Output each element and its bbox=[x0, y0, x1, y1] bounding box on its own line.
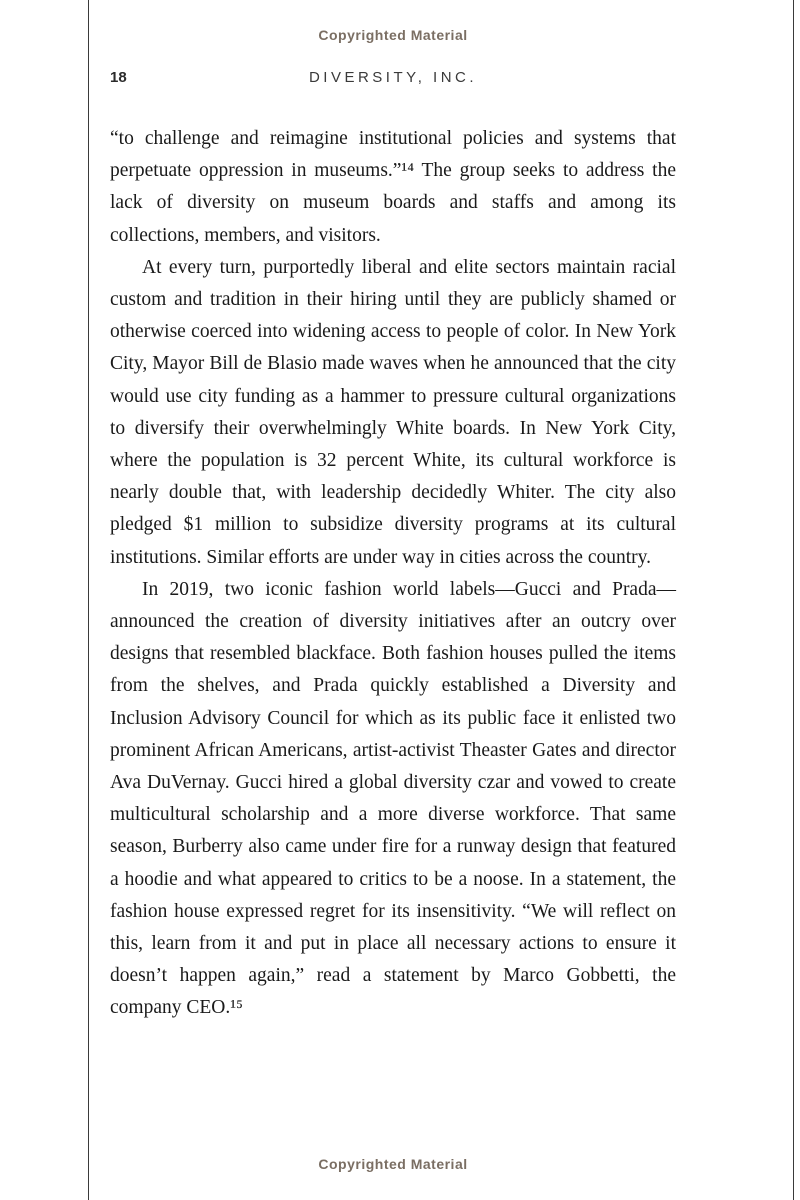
running-header-title: DIVERSITY, INC. bbox=[308, 69, 478, 86]
paragraph: In 2019, two iconic fashion world labels—Gucci and Prada—announced the creation of diversity initiatives after an outcry over designs that resembled blackface. Both fashion houses pulled the items from the shelves, and Prada quickly established a Diversity and Inclusion Advisory Council for which as its public face it enlisted two prominent African Americans, artist-activist Theaster Gates and director Ava DuVernay. Gucci hired a global diversity czar and vowed to create multicultural scholarship and a more diverse workforce. That same season, Burberry also came under fire for a runway design that featured a hoodie and what appeared to critics to be a noose. In a statement, the fashion house expressed regret for its insensitivity. “We will reflect on this, learn from it and put in place all necessary actions to ensure it doesn’t happen again,” read a statement by Marco Gobbetti, the company CEO.¹⁵ bbox=[110, 578, 676, 1019]
page-edge-right bbox=[793, 0, 794, 1200]
copyright-notice-top: Copyrighted Material bbox=[318, 27, 468, 43]
body-text bbox=[110, 123, 676, 1025]
page-number: 18 bbox=[110, 69, 127, 86]
copyright-notice-bottom: Copyrighted Material bbox=[318, 1156, 468, 1172]
running-head-row bbox=[110, 69, 676, 86]
page-edge-left bbox=[88, 0, 89, 1200]
paragraph: “to challenge and reimagine institutional policies and systems that perpetuate oppression in museums.”¹⁴ The group seeks to address the lack of diversity on museum boards and staffs and among its collections, members, and visitors. bbox=[110, 128, 676, 246]
paragraph: At every turn, purportedly liberal and elite sectors maintain racial custom and tradition in their hiring until they are publicly shamed or otherwise coerced into widening access to people of color. In New York City, Mayor Bill de Blasio made waves when he announced that the city would use city funding as a hammer to pressure cultural organizations to diversify their overwhelmingly White boards. In New York City, where the population is 32 percent White, its cultural workforce is nearly double that, with leadership decidedly Whiter. The city also pledged $1 million to subsidize diversity programs at its cultural institutions. Similar efforts are under way in cities across the country. bbox=[110, 256, 676, 568]
